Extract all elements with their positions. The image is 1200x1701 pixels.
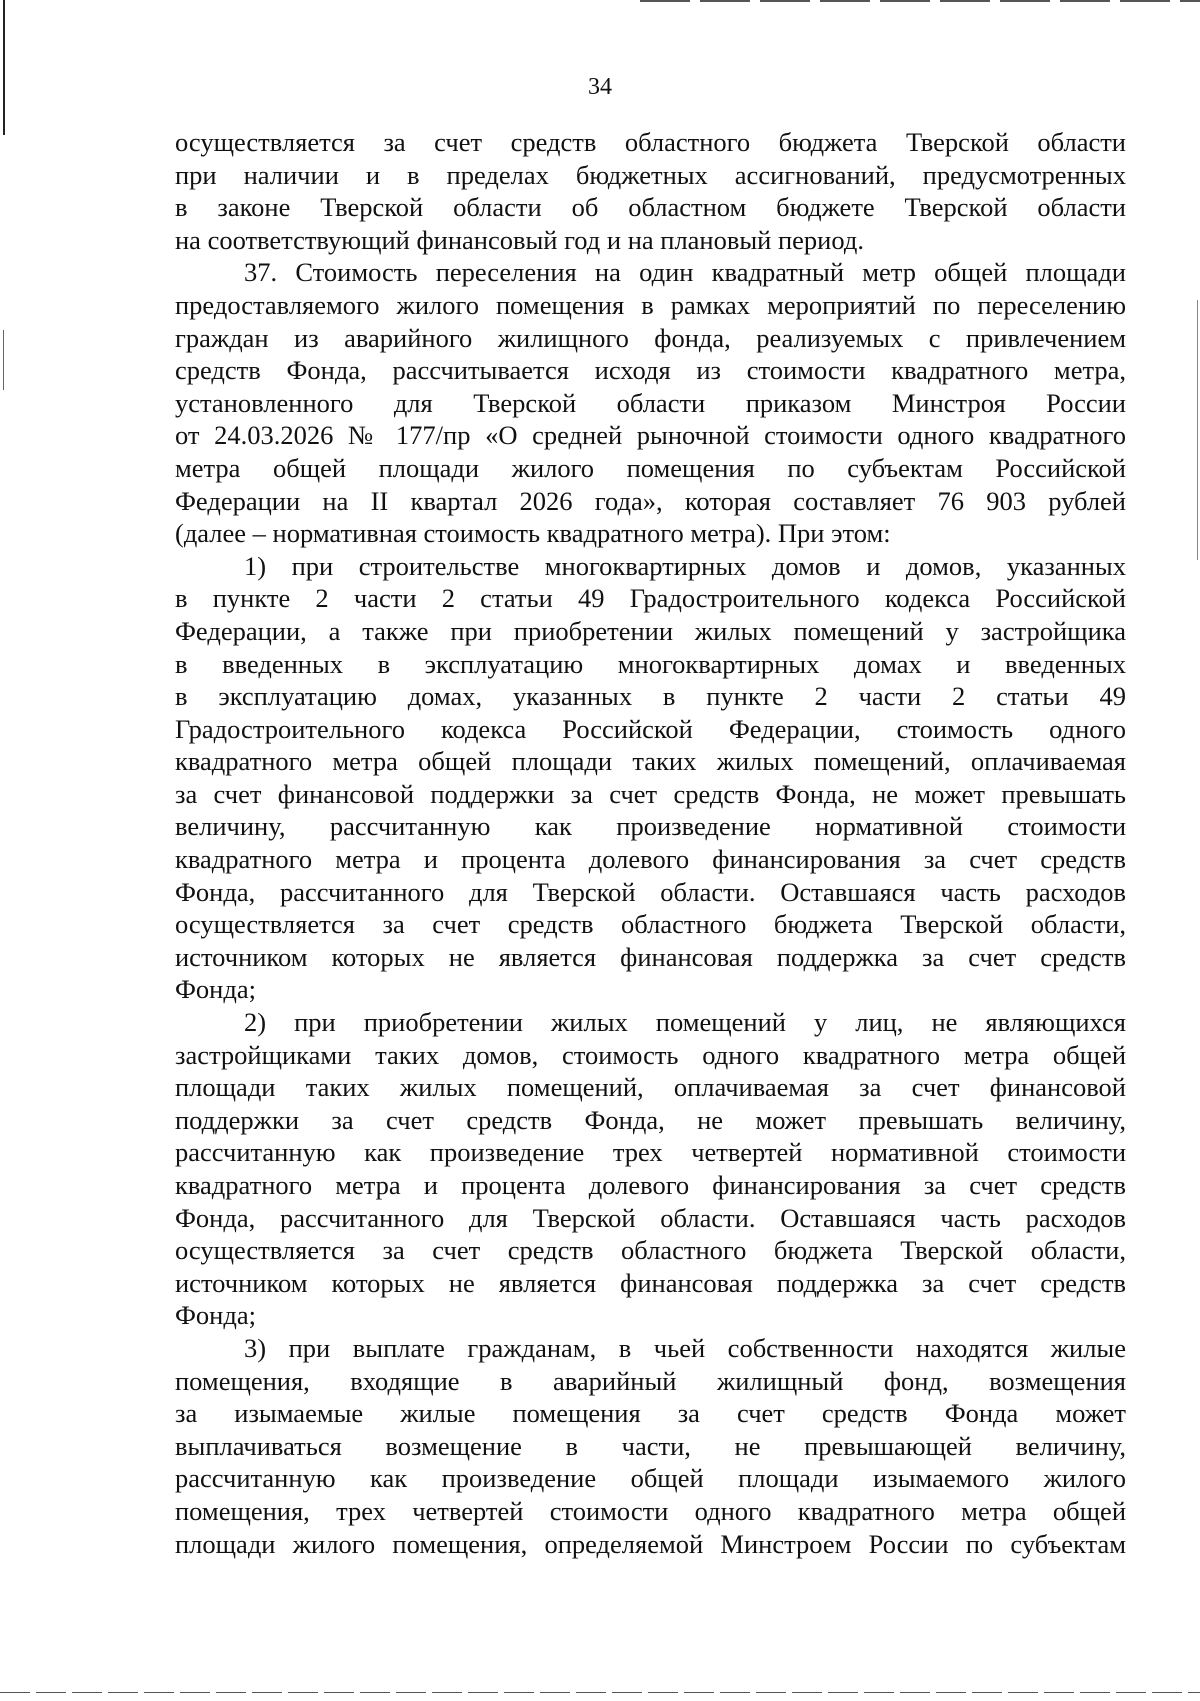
text-line: в эксплуатацию домах, указанных в пункте 2 части 2 статьи 49: [175, 681, 1126, 712]
text-line: квадратного метра и процента долевого финансирования за счет средств: [175, 844, 1126, 875]
text-line: на соответствующий финансовый год и на плановый период.: [175, 224, 864, 255]
text-line: за изымаемые жилые помещения за счет средств Фонда может: [175, 1398, 1126, 1429]
scan-edge-right: [1197, 300, 1198, 560]
scan-edge-left: [3, 0, 5, 135]
text-line: Градостроительного кодекса Российской Федерации, стоимость одного: [175, 713, 1126, 744]
text-line: Фонда, рассчитанного для Тверской области. Оставшаяся часть расходов: [175, 876, 1126, 907]
text-line: квадратного метра общей площади таких жилых помещений, оплачиваемая: [175, 746, 1126, 777]
text-line: (далее – нормативная стоимость квадратного метра). При этом:: [175, 518, 891, 549]
text-line: 1) при строительстве многоквартирных домов и домов, указанных: [244, 550, 1126, 581]
text-line: за счет финансовой поддержки за счет средств Фонда, не может превышать: [175, 778, 1126, 809]
scan-edge-bottom: [0, 1692, 1200, 1693]
text-line: в пункте 2 части 2 статьи 49 Градостроительного кодекса Российской: [175, 583, 1126, 614]
text-line: в законе Тверской области об областном бюджете Тверской области: [175, 192, 1126, 223]
text-line: Федерации, а также при приобретении жилых помещений у застройщика: [175, 615, 1126, 646]
text-line: Федерации на II квартал 2026 года», которая составляет 76 903 рублей: [175, 485, 1126, 516]
text-line: квадратного метра и процента долевого финансирования за счет средств: [175, 1170, 1126, 1200]
text-line: в введенных в эксплуатацию многоквартирных домах и введенных: [175, 648, 1126, 679]
page-number: 34: [588, 74, 612, 100]
text-line: осуществляется за счет средств областного бюджета Тверской области,: [175, 909, 1126, 940]
text-line: рассчитанную как произведение общей площади изымаемого жилого: [175, 1463, 1126, 1494]
text-line: установленного для Тверской области приказом Минстроя России: [175, 387, 1126, 418]
text-line: выплачиваться возмещение в части, не превышающей величину,: [175, 1430, 1126, 1461]
text-line: 2) при приобретении жилых помещений у лиц, не являющихся: [244, 1007, 1126, 1038]
text-line: средств Фонда, рассчитывается исходя из стоимости квадратного метра,: [175, 355, 1126, 386]
text-line: площади таких жилых помещений, оплачиваемая за счет финансовой: [175, 1072, 1126, 1103]
text-line: 37. Стоимость переселения на один квадратный метр общей площади: [244, 257, 1126, 288]
text-line: осуществляется за счет средств областного бюджета Тверской области: [175, 127, 1126, 157]
text-line: площади жилого помещения, определяемой Минстроем России по субъектам: [175, 1528, 1126, 1559]
text-line: 3) при выплате гражданам, в чьей собственности находятся жилые: [244, 1332, 1126, 1363]
text-line: рассчитанную как произведение трех четвертей нормативной стоимости: [175, 1137, 1126, 1168]
text-line: осуществляется за счет средств областного бюджета Тверской области,: [175, 1235, 1126, 1266]
text-line: величину, рассчитанную как произведение нормативной стоимости: [175, 811, 1126, 842]
text-line: граждан из аварийного жилищного фонда, реализуемых с привлечением: [175, 322, 1126, 353]
text-line: Фонда;: [175, 974, 256, 1005]
list-item-1: [175, 550, 1126, 1006]
text-line: от 24.03.2026 № 177/пр «О средней рыночной стоимости одного квадратного: [175, 420, 1126, 451]
text-line: Фонда;: [175, 1300, 256, 1331]
paragraph-37: [175, 256, 1126, 549]
paragraph-continuation: [175, 126, 1126, 256]
text-line: помещения, трех четвертей стоимости одного квадратного метра общей: [175, 1495, 1126, 1526]
text-line: поддержки за счет средств Фонда, не может превышать величину,: [175, 1104, 1126, 1135]
text-line: при наличии и в пределах бюджетных ассигнований, предусмотренных: [175, 159, 1126, 190]
text-line: Фонда, рассчитанного для Тверской области. Оставшаяся часть расходов: [175, 1202, 1126, 1233]
text-line: источником которых не является финансовая поддержка за счет средств: [175, 1267, 1126, 1298]
list-item-2: [175, 1006, 1126, 1332]
text-line: метра общей площади жилого помещения по субъектам Российской: [175, 452, 1126, 483]
text-line: предоставляемого жилого помещения в рамках мероприятий по переселению: [175, 289, 1126, 320]
list-item-3: [175, 1332, 1126, 1560]
text-line: источником которых не является финансовая поддержка за счет средств: [175, 941, 1126, 972]
text-line: застройщиками таких домов, стоимость одного квадратного метра общей: [175, 1039, 1126, 1070]
scan-edge-top: [640, 0, 1200, 2]
scan-edge-left-mark: [3, 330, 4, 390]
document-body: [175, 126, 1126, 1560]
text-line: помещения, входящие в аварийный жилищный фонд, возмещения: [175, 1365, 1126, 1396]
